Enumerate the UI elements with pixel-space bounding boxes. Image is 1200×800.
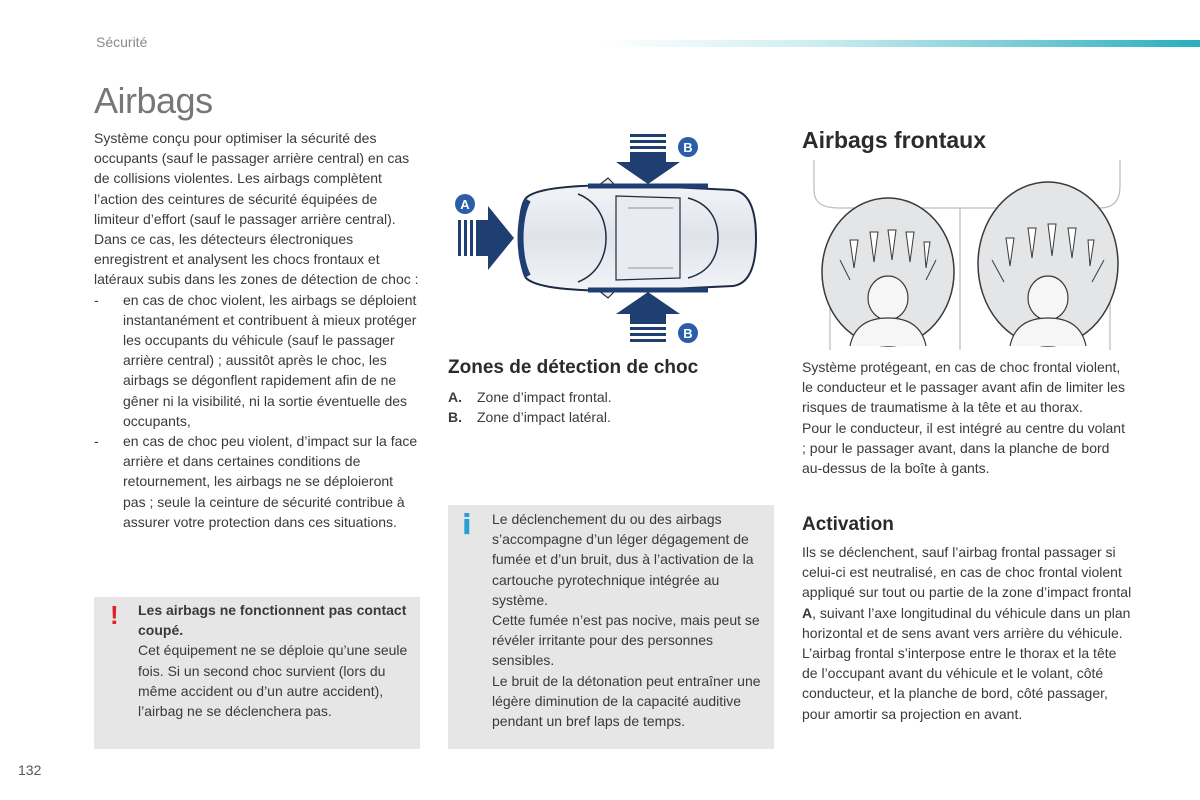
info-paragraph-3: Le bruit de la détonation peut entraîner une légère diminution de la capacité auditive pendant un bref laps de temps. bbox=[492, 672, 761, 730]
car-top-view bbox=[519, 178, 756, 298]
warning-text bbox=[138, 600, 408, 721]
page-title: Airbags bbox=[94, 80, 213, 121]
zone-text: Zone d’impact latéral. bbox=[477, 409, 611, 426]
front-impact-arrow bbox=[458, 206, 514, 270]
warning-body-text: Cet équipement ne se déploie qu’une seule fois. Si un second choc survient (lors du même accident ou d’un autre accident), l’airbag ne se déclenchera pas. bbox=[138, 642, 408, 720]
zones-list bbox=[448, 387, 768, 427]
badge-b-bottom-icon bbox=[678, 323, 698, 343]
frontal-paragraph-2: Pour le conducteur, il est intégré au centre du volant ; pour le passager avant, dans la planche de bord au-dessus de la boîte à gants. bbox=[802, 419, 1125, 477]
passenger-airbag-icon bbox=[978, 182, 1118, 346]
intro-paragraph-1: Système conçu pour optimiser la sécurité des occupants (sauf le passager arrière central) en cas de collisions violentes. Les airbags complètent l’action des ceintures de sécurité équipées de limiteur d’effort (sauf le passager arrière central). bbox=[94, 130, 410, 227]
activation-text bbox=[802, 542, 1132, 724]
bullet-text: en cas de choc peu violent, d’impact sur la face arrière et dans certaines conditions de retournement, les airbags ne se déploieront pas ; seule la ceinture de sécurité contribue à assurer votre protection dans ces situations. bbox=[123, 433, 418, 530]
list-item bbox=[448, 387, 768, 407]
activation-text-part: Ils se déclenchent, sauf l’airbag frontal passager si celui-ci est neutralisé, en cas de choc frontal violent appliqué sur tout ou partie de la zone d’impact frontal bbox=[802, 544, 1132, 601]
info-paragraph-2: Cette fumée n’est pas nocive, mais peut se révéler irritante pour des personnes sensibles. bbox=[492, 612, 760, 669]
impact-zones-diagram bbox=[448, 128, 778, 350]
activation-zone-letter: A bbox=[802, 604, 813, 621]
zone-letter: A. bbox=[448, 389, 462, 405]
badge-b-bottom-label: B bbox=[683, 326, 693, 341]
intro-paragraph-2: Dans ce cas, les détecteurs électroniques enregistrent et analysent les chocs frontaux et latéraux subis dans les zones de détection de choc : bbox=[94, 231, 419, 288]
frontal-paragraph-1: Système protégeant, en cas de choc frontal violent, le conducteur et le passager avant afin de limiter les risques de traumatisme à la tête et au thorax. bbox=[802, 359, 1125, 416]
activation-heading: Activation bbox=[802, 514, 894, 535]
section-label: Sécurité bbox=[96, 34, 148, 50]
badge-b-top-icon bbox=[678, 137, 698, 157]
activation-text-part: , suivant l’axe longitudinal du véhicule dans un plan horizontal et de sens avant vers arrière du véhicule. bbox=[802, 604, 1131, 641]
info-paragraph-1: Le déclenchement du ou des airbags s’accompagne d’un léger dégagement de fumée et d’un bruit, dus à l’activation de la cartouche pyrotechnique intégrée au système. bbox=[492, 511, 754, 608]
lateral-impact-arrow-top bbox=[616, 134, 680, 184]
activation-paragraph-2: L’airbag frontal s’interpose entre le thorax et la tête de l’occupant avant du véhicule et le volant, côté conducteur, et la planche de bord, côté passager, pour amortir sa projection en avant. bbox=[802, 645, 1117, 722]
lateral-impact-arrow-bottom bbox=[616, 292, 680, 342]
list-item bbox=[94, 431, 419, 532]
list-item bbox=[448, 407, 768, 427]
warning-bold-text: Les airbags ne fonctionnent pas contact coupé. bbox=[138, 602, 407, 639]
list-item bbox=[94, 290, 419, 431]
header-accent-bar bbox=[600, 40, 1200, 47]
badge-a-label: A bbox=[460, 197, 470, 212]
bullet-dash: - bbox=[94, 433, 99, 450]
bullet-text: en cas de choc violent, les airbags se déploient instantanément et contribuent à mieux protéger les occupants du véhicule (sauf le passager arrière central) ; aussitôt après le choc, les airbags se dégonflent rapidement afin de ne gêner ni la visibilité, ni la sortie éventuelle des occupants, bbox=[123, 291, 417, 429]
warning-icon: ! bbox=[110, 600, 119, 630]
frontal-airbags-text bbox=[802, 357, 1132, 478]
intro-text bbox=[94, 128, 419, 532]
frontal-airbags-heading: Airbags frontaux bbox=[802, 127, 987, 153]
zone-text: Zone d’impact frontal. bbox=[477, 389, 612, 405]
zones-heading: Zones de détection de choc bbox=[448, 357, 699, 378]
bullet-dash: - bbox=[94, 291, 99, 308]
info-icon: i bbox=[462, 508, 472, 541]
driver-airbag-icon bbox=[822, 198, 954, 346]
page-number: 132 bbox=[18, 762, 42, 778]
frontal-airbags-illustration bbox=[810, 160, 1130, 350]
activation-paragraph-1 bbox=[802, 542, 1132, 643]
badge-a-icon bbox=[455, 194, 475, 214]
intro-bullet-list bbox=[94, 290, 419, 532]
info-text bbox=[492, 509, 767, 731]
zone-letter: B. bbox=[448, 409, 462, 426]
badge-b-top-label: B bbox=[683, 140, 693, 155]
